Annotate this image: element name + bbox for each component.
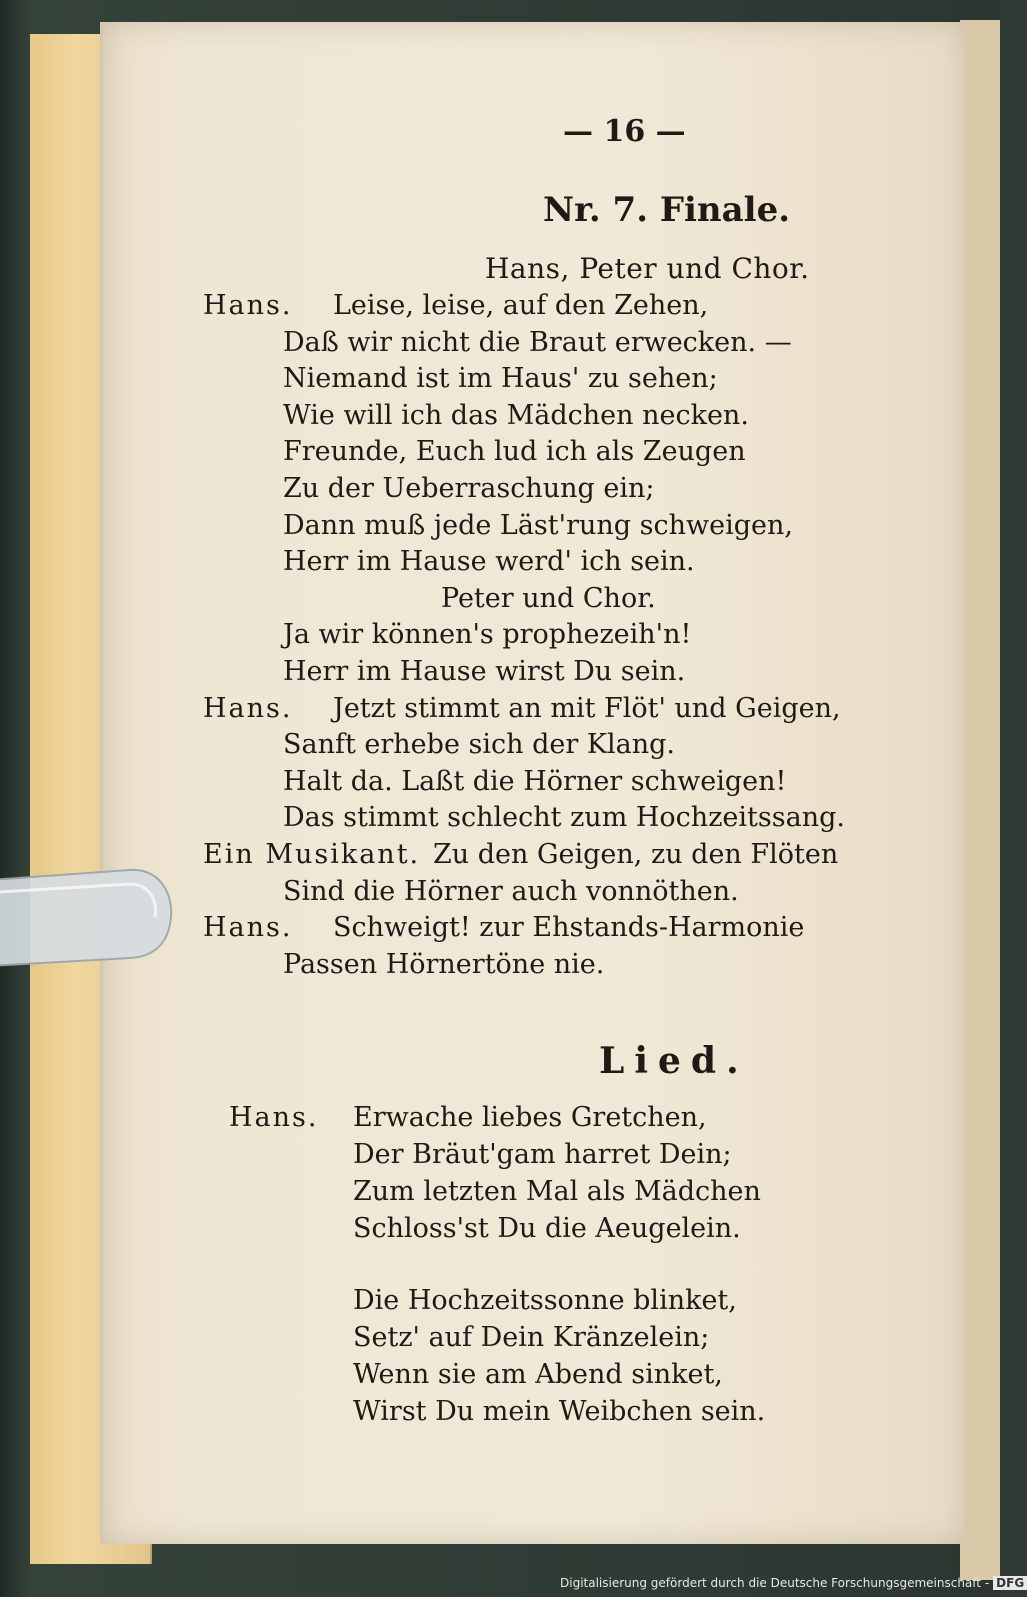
speaker-label: Hans. — [203, 692, 293, 724]
verse-line: Dann muß jede Läst'rung schweigen, — [283, 509, 793, 541]
verse-line: Zu der Ueberraschung ein; — [283, 473, 655, 504]
verse-line: Daß wir nicht die Braut erwecken. — — [283, 326, 792, 358]
lied-line: Die Hochzeitssonne blinket, — [353, 1285, 737, 1316]
verse-line: Sanft erhebe sich der Klang. — [283, 729, 676, 761]
cast-line: Hans, Peter und Chor. — [485, 252, 810, 285]
verse-line: Sind die Hörner auch vonnöthen. — [283, 875, 739, 907]
verse-line: Herr im Hause werd' ich sein. — [283, 546, 695, 578]
lied-line: Zum letzten Mal als Mädchen — [353, 1176, 761, 1207]
dfg-logo: DFG — [993, 1576, 1027, 1590]
verse-line: Peter und Chor. — [441, 582, 656, 614]
lied-speaker: Hans. — [229, 1102, 319, 1133]
verse-line: Leise, leise, auf den Zehen, — [333, 290, 709, 321]
speaker-label: Hans. — [203, 912, 293, 944]
facing-page-edge — [960, 20, 1000, 1580]
verse-line: Ja wir können's prophezeih'n! — [283, 619, 692, 651]
speaker-label: Hans. — [203, 290, 293, 321]
lied-line: Wirst Du mein Weibchen sein. — [353, 1396, 766, 1427]
footer-text: Digitalisierung gefördert durch die Deutsche Forschungsgemeinschaft - — [560, 1576, 990, 1590]
verse-line: Herr im Hause wirst Du sein. — [283, 656, 686, 687]
page-number: — 16 — — [563, 114, 686, 149]
footer-credit — [560, 1576, 1027, 1590]
verse-line: Das stimmt schlecht zum Hochzeitssang. — [283, 802, 845, 834]
lied-line: Wenn sie am Abend sinket, — [353, 1359, 723, 1390]
verse-line: Passen Hörnertöne nie. — [283, 948, 605, 980]
speaker-label: Ein Musikant. — [203, 839, 421, 870]
page-clip — [0, 862, 180, 972]
book-page — [100, 22, 965, 1544]
verse-line: Schweigt! zur Ehstands-Harmonie — [333, 912, 805, 944]
verse-line: Wie will ich das Mädchen necken. — [283, 399, 749, 431]
lied-line: Setz' auf Dein Kränzelein; — [353, 1322, 710, 1353]
lied-title: Lied. — [599, 1040, 749, 1082]
lied-line: Erwache liebes Gretchen, — [353, 1102, 707, 1133]
verse-line: Niemand ist im Haus' zu sehen; — [283, 363, 718, 395]
section-title: Nr. 7. Finale. — [543, 190, 791, 230]
verse-line: Zu den Geigen, zu den Flöten — [433, 839, 839, 870]
verse-line: Jetzt stimmt an mit Flöt' und Geigen, — [333, 692, 841, 724]
lied-line: Schloss'st Du die Aeugelein. — [353, 1213, 741, 1244]
verse-line: Halt da. Laßt die Hörner schweigen! — [283, 765, 787, 797]
lied-line: Der Bräut'gam harret Dein; — [353, 1139, 732, 1170]
verse-line: Freunde, Euch lud ich als Zeugen — [283, 436, 746, 468]
